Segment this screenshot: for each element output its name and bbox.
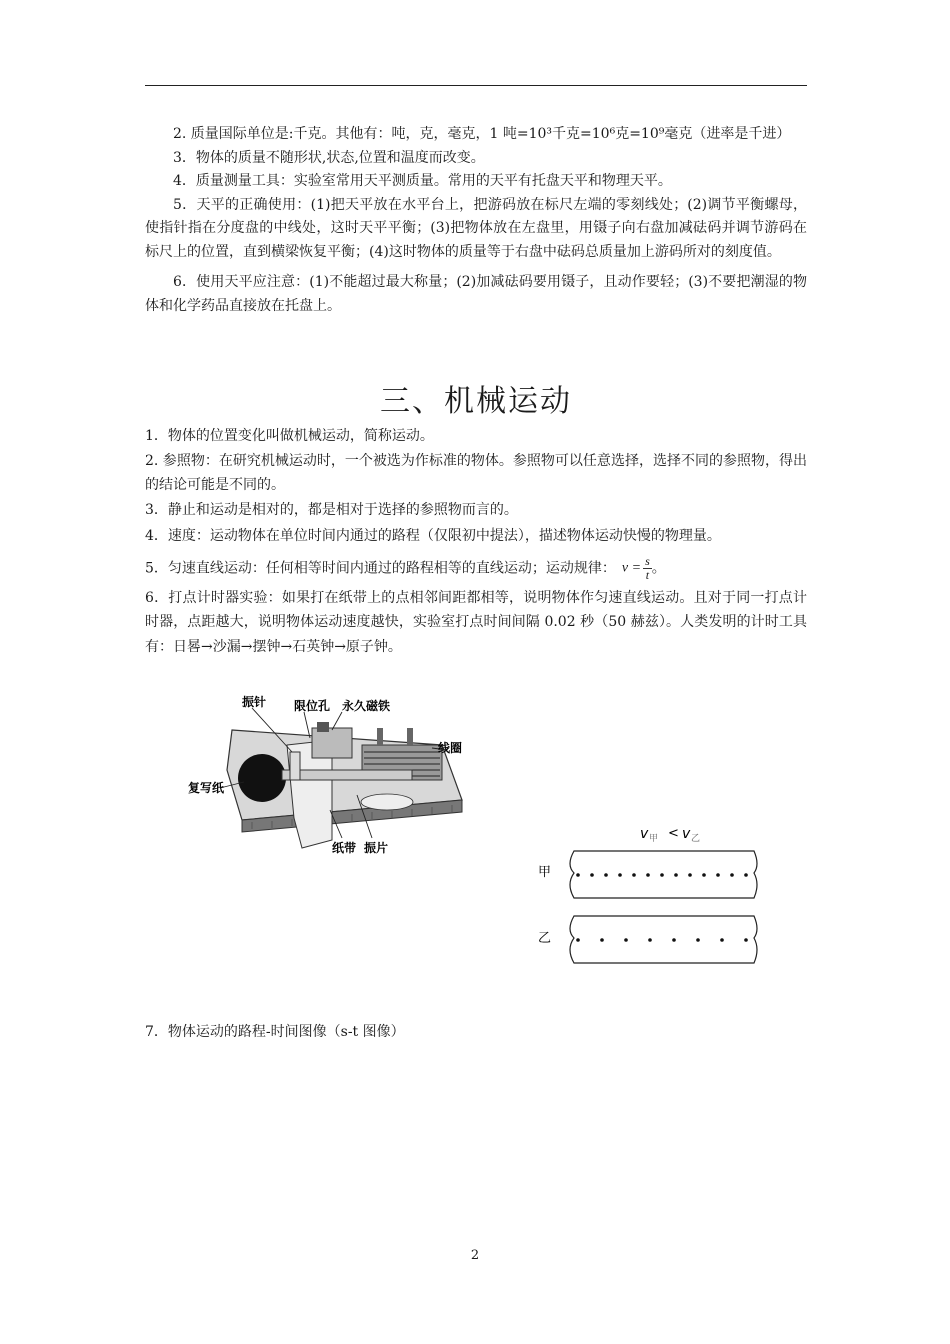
needle-holder — [290, 752, 300, 780]
tape-yi — [570, 916, 757, 963]
formula-denominator: t — [645, 567, 650, 582]
tape-dot — [696, 938, 700, 942]
label-paper-tape: 纸带 — [332, 841, 357, 855]
compare-sub-jia: 甲 — [649, 834, 659, 844]
paper-tape-diagram — [530, 818, 770, 978]
formula-end: 。 — [651, 560, 666, 576]
tape-dot — [618, 873, 622, 877]
compare-v1: v — [640, 826, 649, 842]
label-carbon-paper: 复写纸 — [188, 781, 225, 795]
terminal-post-right — [407, 728, 413, 746]
paragraph-mass-unit: 2. 质量国际单位是:千克。其他有：吨，克，毫克，1 吨=10³千克=10⁶克=10⁹毫克（进率是千进） — [173, 126, 791, 142]
paragraph-mass-property: 3．物体的质量不随形状,状态,位置和温度而改变。 — [173, 149, 485, 166]
tape-dot — [660, 873, 664, 877]
tape-dot — [576, 873, 580, 877]
page-number: 2 — [470, 1248, 480, 1263]
paragraph-speed: 4．速度：运动物体在单位时间内通过的路程（仅限初中提法），描述物体运动快慢的物理量。 — [145, 528, 721, 544]
paragraph-uniform-motion — [145, 555, 807, 582]
label-limit-hole: 限位孔 — [294, 699, 331, 713]
tape-dot — [576, 938, 580, 942]
label-coil: 线圈 — [438, 741, 463, 755]
compare-v2: v — [682, 826, 691, 842]
label-plate — [361, 794, 413, 810]
mass-section — [145, 123, 807, 318]
tape-dot — [720, 938, 724, 942]
paragraph-ticker-timer: 6．打点计时器实验：如果打在纸带上的点相邻间距都相等，说明物体作匀速直线运动。且对于同一打点计时器，点距越大，说明物体运动速度越快，实验室打点时间间隔 0.02 秒（50 赫兹）。人类发明的计时工具有：日晷→沙漏→摆钟→石英钟→原子钟。 — [145, 589, 807, 655]
tape-dot — [730, 873, 734, 877]
tape-dot — [600, 938, 604, 942]
tape-dot — [688, 873, 692, 877]
tape-dot — [744, 938, 748, 942]
carbon-paper-disk — [238, 754, 286, 802]
tape-dot — [744, 873, 748, 877]
formula-lhs: v = — [621, 560, 642, 576]
tape-dot — [672, 938, 676, 942]
header-rule — [145, 85, 807, 86]
tape-dot — [648, 938, 652, 942]
row-label-jia: 甲 — [538, 865, 552, 880]
terminal-post-left — [377, 728, 383, 746]
uniform-motion-text: 5．匀速直线运动：任何相等时间内通过的路程相等的直线运动；运动规律： — [145, 560, 616, 576]
paragraph-motion-def: 1．物体的位置变化叫做机械运动，简称运动。 — [145, 428, 434, 444]
paragraph-reference: 2. 参照物：在研究机械运动时，一个被选为作标准的物体。参照物可以任意选择，选择不同的参照物，得出的结论可能是不同的。 — [145, 452, 807, 493]
speed-formula — [622, 555, 652, 582]
section-title: 三、机械运动 — [380, 384, 572, 419]
tape-dot — [702, 873, 706, 877]
paragraph-st-graph: 7．物体运动的路程-时间图像（s-t 图像） — [145, 1024, 405, 1040]
row-label-yi: 乙 — [538, 931, 552, 946]
tape-dot — [590, 873, 594, 877]
tape-dot — [624, 938, 628, 942]
paragraph-balance-notes: 6．使用天平应注意：(1)不能超过最大称量；(2)加减砝码要用镊子，且动作要轻；(3)不要把潮湿的物体和化学药品直接放在托盘上。 — [145, 274, 807, 314]
formula-numerator: s — [645, 553, 650, 568]
compare-sub-yi: 乙 — [691, 834, 701, 844]
magnet-block — [312, 728, 352, 758]
motion-section — [145, 424, 807, 659]
paragraph-mass-tool: 4．质量测量工具：实验室常用天平测质量。常用的天平有托盘天平和物理天平。 — [173, 173, 672, 189]
tape-dot — [716, 873, 720, 877]
tape-dot — [632, 873, 636, 877]
paragraph-relative: 3．静止和运动是相对的，都是相对于选择的参照物而言的。 — [145, 501, 518, 518]
vibrator-arm — [282, 770, 412, 780]
paragraph-balance-usage: 5．天平的正确使用：(1)把天平放在水平台上，把游码放在标尺左端的零刻线处；(2)调节平衡螺母，使指针指在分度盘的中线处，这时天平平衡；(3)把物体放在左盘里，用镊子向右盘加减砝码并调节游码在标尺上的位置，直到横梁恢复平衡；(4)这时物体的质量等于右盘中砝码总质量加上游码所对的刻度值。 — [145, 196, 807, 260]
formula-fraction — [643, 555, 652, 582]
tape-dot — [674, 873, 678, 877]
tape-dot — [604, 873, 608, 877]
label-magnet: 永久磁铁 — [342, 699, 391, 713]
ticker-timer-figure — [182, 690, 472, 860]
tape-dot — [646, 873, 650, 877]
label-vibrator: 振片 — [364, 841, 389, 855]
compare-lt: < — [668, 826, 679, 841]
label-needle: 振针 — [242, 695, 267, 709]
magnet-pole — [317, 722, 329, 732]
